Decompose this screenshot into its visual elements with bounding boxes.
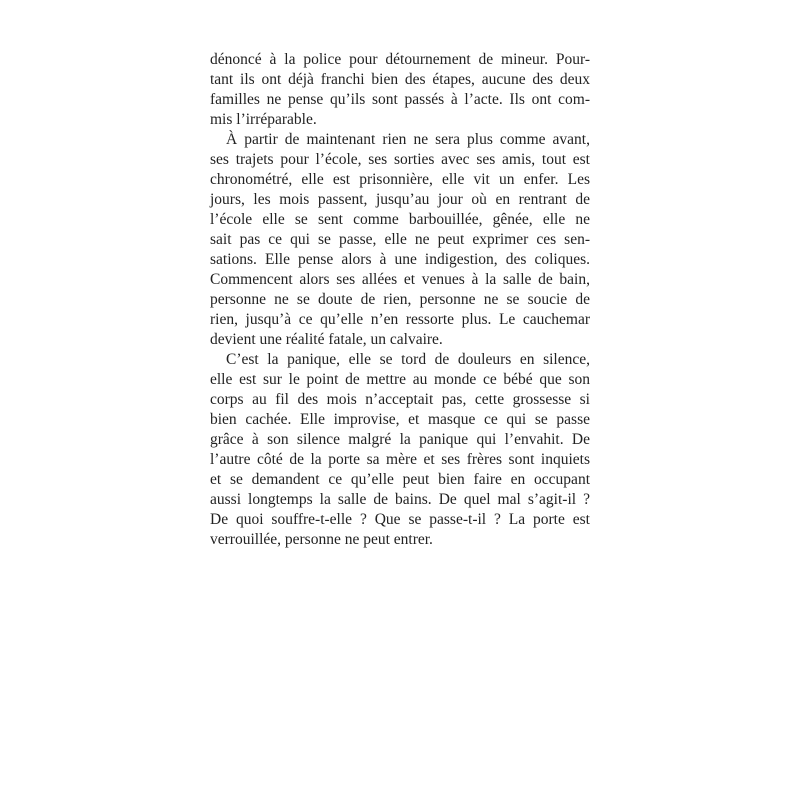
text-line: grâce à son silence malgré la panique qui l’envahit. De: [210, 431, 590, 448]
text-line: verrouillée, personne ne peut entrer.: [210, 531, 433, 548]
text-line: tant ils ont déjà franchi bien des étapes, aucune des deux: [210, 71, 590, 88]
body-text: [210, 50, 590, 550]
text-line: C’est la panique, elle se tord de douleurs en silence,: [226, 351, 590, 368]
text-line: familles ne pense qu’ils sont passés à l’acte. Ils ont com-: [210, 91, 590, 108]
text-line: sations. Elle pense alors à une indigestion, des coliques.: [210, 251, 590, 268]
paragraph-2: [210, 130, 590, 350]
text-line: chronométré, elle est prisonnière, elle vit un enfer. Les: [210, 171, 590, 188]
text-line: De quoi souffre-t-elle ? Que se passe-t-il ? La porte est: [210, 511, 590, 528]
text-line: devient une réalité fatale, un calvaire.: [210, 331, 443, 348]
text-line: l’école elle se sent comme barbouillée, gênée, elle ne: [210, 211, 590, 228]
text-line: bien cachée. Elle improvise, et masque ce qui se passe: [210, 411, 590, 428]
text-line: personne ne se doute de rien, personne ne se soucie de: [210, 291, 590, 308]
text-line: elle est sur le point de mettre au monde ce bébé que son: [210, 371, 590, 388]
text-line: et se demandent ce qu’elle peut bien faire en occupant: [210, 471, 590, 488]
text-line: ses trajets pour l’école, ses sorties avec ses amis, tout est: [210, 151, 590, 168]
text-line: Commencent alors ses allées et venues à la salle de bain,: [210, 271, 590, 288]
text-line: jours, les mois passent, jusqu’au jour où en rentrant de: [210, 191, 590, 208]
text-line: rien, jusqu’à ce qu’elle n’en ressorte plus. Le cauchemar: [210, 311, 590, 328]
text-line: l’autre côté de la porte sa mère et ses frères sont inquiets: [210, 451, 590, 468]
paragraph-1: [210, 50, 590, 130]
text-line: dénoncé à la police pour détournement de mineur. Pour-: [210, 51, 590, 68]
text-line: corps au fil des mois n’acceptait pas, cette grossesse si: [210, 391, 590, 408]
text-line: aussi longtemps la salle de bains. De quel mal s’agit-il ?: [210, 491, 590, 508]
text-line: À partir de maintenant rien ne sera plus comme avant,: [226, 131, 590, 148]
text-line: mis l’irréparable.: [210, 111, 317, 128]
text-line: sait pas ce qui se passe, elle ne peut exprimer ces sen-: [210, 231, 590, 248]
paragraph-3: [210, 350, 590, 550]
